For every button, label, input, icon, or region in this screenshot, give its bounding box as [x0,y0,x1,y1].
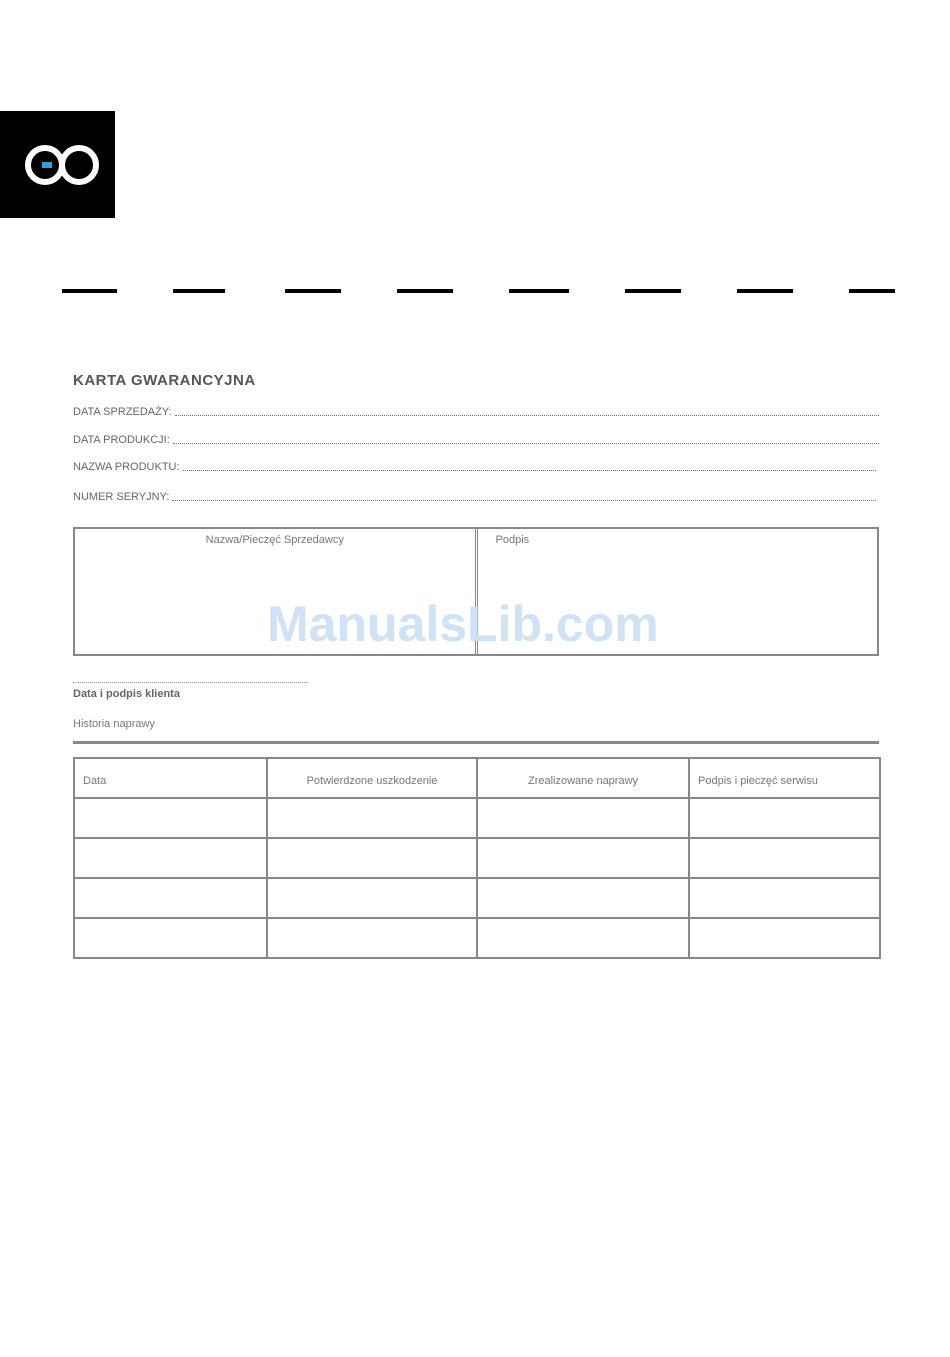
table-cell[interactable] [477,878,689,918]
product-name-line [183,467,876,471]
table-cell[interactable] [74,878,267,918]
table-cell[interactable] [477,798,689,838]
table-cell[interactable] [267,838,477,878]
history-divider [73,741,879,744]
table-cell[interactable] [74,798,267,838]
separator-dash [849,289,895,293]
production-date-label: DATA PRODUKCJI: [73,434,170,446]
repair-history-heading: Historia naprawy [73,718,155,730]
production-date-field[interactable] [73,430,879,446]
table-cell[interactable] [689,918,880,958]
sale-date-line [175,412,879,416]
serial-number-field[interactable] [73,487,876,503]
table-cell[interactable] [689,798,880,838]
seller-signature-label: Podpis [495,534,530,546]
card-title: KARTA GWARANCYJNA [73,372,256,389]
table-row [74,918,880,958]
watermark: ManualsLib.com [267,596,659,652]
separator-dash [173,289,225,293]
table-cell[interactable] [689,838,880,878]
serial-number-line [172,497,876,501]
table-cell[interactable] [267,918,477,958]
column-header-date: Data [74,758,267,798]
sale-date-label: DATA SPRZEDAŻY: [73,406,172,418]
brand-logo [0,111,115,218]
table-cell[interactable] [267,798,477,838]
serial-number-label: NUMER SERYJNY: [73,491,170,503]
table-row [74,878,880,918]
table-row [74,838,880,878]
product-name-label: NAZWA PRODUKTU: [73,461,180,473]
production-date-line [173,440,879,444]
co-logo-icon [0,111,115,218]
repair-history-table [73,757,881,959]
sale-date-field[interactable] [73,402,879,418]
client-signature-line[interactable] [73,680,307,683]
table-cell[interactable] [477,918,689,958]
column-header-damage: Potwierdzone uszkodzenie [267,758,477,798]
separator-dash [625,289,681,293]
table-cell[interactable] [74,838,267,878]
table-cell[interactable] [477,838,689,878]
client-signature-label: Data i podpis klienta [73,688,180,700]
table-cell[interactable] [689,878,880,918]
table-cell[interactable] [267,878,477,918]
table-header-row [74,758,880,798]
column-header-repairs: Zrealizowane naprawy [477,758,689,798]
separator-dash [737,289,793,293]
separator-dash [509,289,569,293]
product-name-field[interactable] [73,457,876,473]
separator-dash [397,289,453,293]
table-cell[interactable] [74,918,267,958]
column-header-service-signature: Podpis i pieczęć serwisu [689,758,880,798]
table-row [74,798,880,838]
separator-dash [285,289,341,293]
separator-dash [62,289,117,293]
seller-stamp-label: Nazwa/Pieczęć Sprzedawcy [205,534,344,546]
